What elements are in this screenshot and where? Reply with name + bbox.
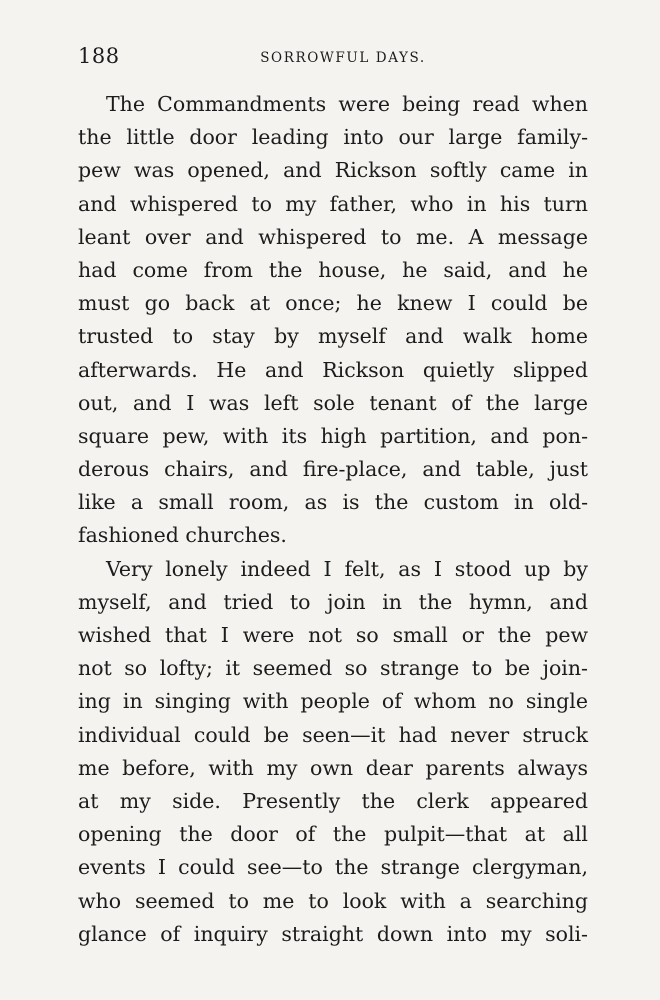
text-line: afterwards. He and Rickson quietly slipped	[78, 357, 588, 382]
text-line: square pew, with its high partition, and pon-	[78, 423, 588, 448]
paragraph-1	[78, 88, 588, 553]
running-head	[78, 44, 588, 74]
text-line: at my side. Presently the clerk appeared	[78, 788, 588, 813]
text-line: and whispered to my father, who in his turn	[78, 191, 588, 216]
text-line: the little door leading into our large family-	[78, 125, 588, 150]
text-line: leant over and whispered to me. A message	[78, 224, 588, 249]
text-line: The Commandments were being read when	[106, 92, 588, 116]
text-line: derous chairs, and fire-place, and table, just	[78, 457, 588, 482]
text-line: ing in singing with people of whom no single	[78, 689, 588, 714]
text-line: wished that I were not so small or the pew	[78, 623, 588, 647]
text-line: me before, with my own dear parents always	[78, 755, 588, 780]
text-line: myself, and tried to join in the hymn, and	[78, 589, 588, 614]
text-line: individual could be seen—it had never struck	[78, 722, 588, 747]
text-line: opening the door of the pulpit—that at all	[78, 822, 588, 847]
paragraph-2	[78, 553, 588, 951]
text-line: out, and I was left sole tenant of the large	[78, 390, 588, 415]
text-line: trusted to stay by myself and walk home	[78, 324, 588, 349]
text-line: not so lofty; it seemed so strange to be join-	[78, 656, 588, 681]
text-line: must go back at once; he knew I could be	[78, 291, 588, 316]
page-number: 188	[78, 44, 120, 68]
text-line: who seemed to me to look with a searching	[78, 888, 588, 913]
running-title: SORROWFUL DAYS.	[260, 50, 426, 66]
text-line: had come from the house, he said, and he	[78, 257, 588, 282]
text-line: fashioned churches.	[78, 523, 287, 548]
text-line: like a small room, as is the custom in old-	[78, 490, 588, 515]
body-text	[78, 88, 588, 951]
text-line: Very lonely indeed I felt, as I stood up by	[106, 556, 588, 581]
text-line: glance of inquiry straight down into my soli-	[78, 921, 588, 946]
text-line: pew was opened, and Rickson softly came in	[78, 158, 588, 183]
text-line: events I could see—to the strange clergyman,	[78, 855, 588, 880]
